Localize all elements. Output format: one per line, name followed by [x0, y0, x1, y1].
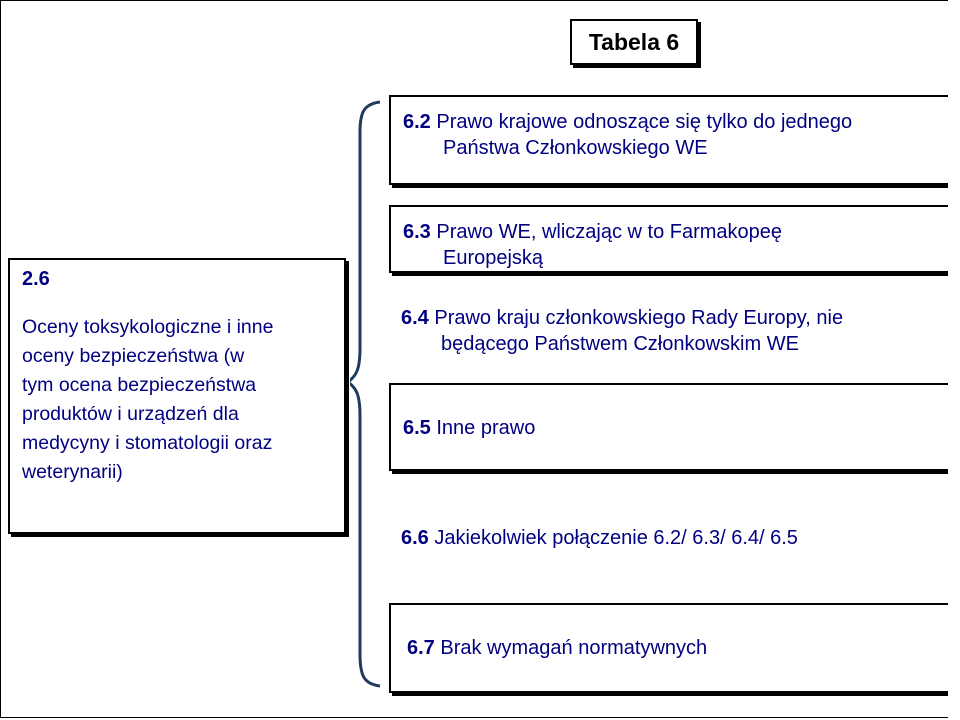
option-6-4: 6.4 Prawo kraju członkowskiego Rady Europy, nie będącego Państwem Członkowskim WE: [401, 307, 844, 355]
category-box: [8, 258, 346, 534]
curly-brace: [350, 98, 386, 690]
category-text: Oceny toksykologiczne i inne oceny bezpieczeństwa (w tym ocena bezpieczeństwa produktów i urządzeń dla medycyny i stomatologii oraz weterynarii): [22, 316, 274, 483]
option-6-6: 6.6 Jakiekolwiek połączenie 6.2/ 6.3/ 6.4/ 6.5: [401, 527, 798, 549]
category-number: 2.6: [22, 268, 50, 290]
option-6-3: 6.3 Prawo WE, wliczając w to Farmakopeę Europejską: [389, 205, 960, 273]
right-margin: [948, 0, 960, 720]
option-6-5: 6.5 Inne prawo: [389, 383, 960, 471]
table-title: Tabela 6: [570, 19, 698, 65]
option-6-7: 6.7 Brak wymagań normatywnych: [389, 603, 960, 693]
option-6-2: 6.2 Prawo krajowe odnoszące się tylko do jednego Państwa Członkowskiego WE: [389, 95, 960, 185]
